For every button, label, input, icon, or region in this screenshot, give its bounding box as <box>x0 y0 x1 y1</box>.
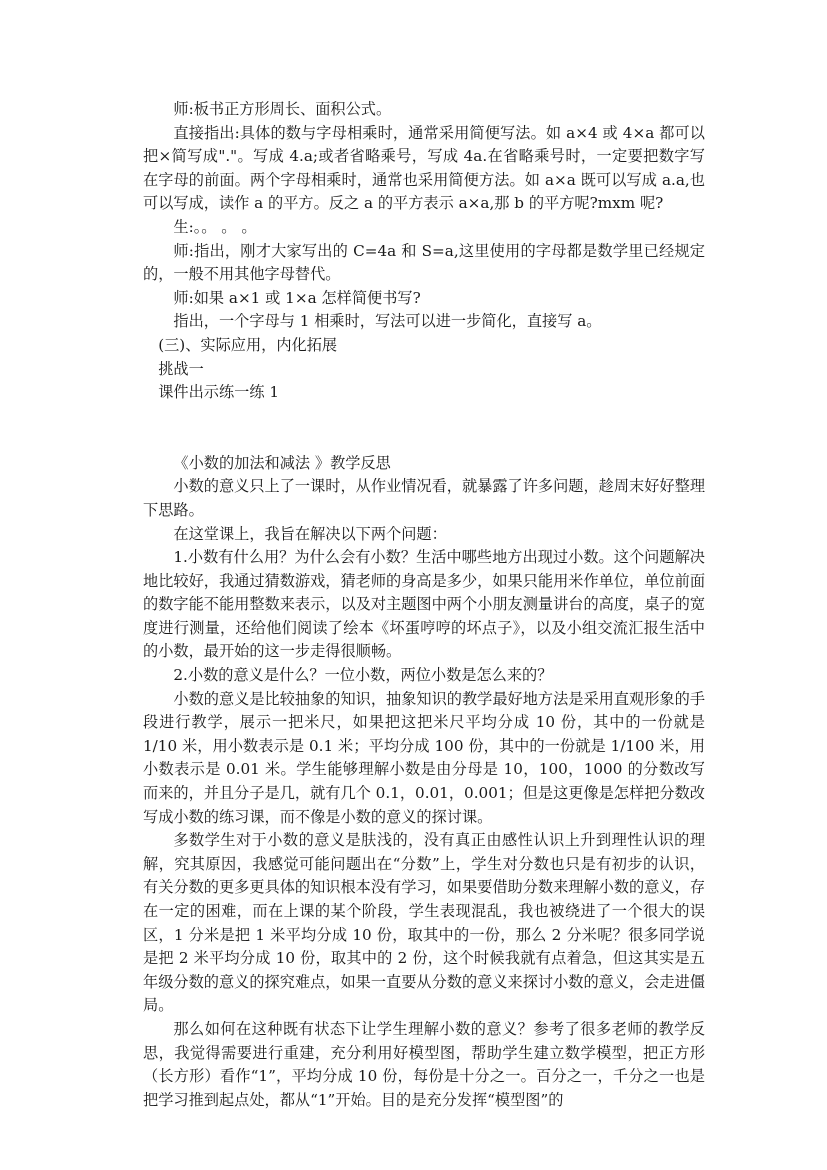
section-heading: (三)、实际应用，内化拓展 <box>158 335 338 354</box>
paragraph: 指出，一个字母与 1 相乘时，写法可以进一步简化，直接写 a。 <box>173 312 602 331</box>
paragraph: 师:如果 a×1 或 1×a 怎样简便书写? <box>173 288 421 307</box>
paragraph: 课件出示练一练 1 <box>158 383 279 402</box>
paragraph: 多数学生对于小数的意义是肤浅的，没有真正由感性认识上升到理性认识的理解，究其原因，我感觉可能问题出在“分数”上，学生对分数也只是有初步的认识，有关分数的更多更具体的知识根本没有学习，如果要借助分数来理解小数的意义，存在一定的困难，而在上课的某个阶段，学生表现混乱，我也被绕进了一个很大的误区，1 分米是把 1 米平均分成 10 份，取其中的一份，那么 2 分米呢？很多同学说是把 2 米平均分成 10 份，取其中的 2 份，这个时候我就有点着急，但这其实是五年级分数的意义的探究难点，如果一直要从分数的意义来探讨小数的意义，会走进僵局。 <box>143 831 705 1015</box>
document-body <box>143 98 705 1112</box>
paragraph: 小数的意义只上了一课时，从作业情况看，就暴露了许多问题，趁周末好好整理下思路。 <box>143 477 705 519</box>
paragraph: 生:。。 。 。 <box>173 217 257 236</box>
paragraph: 挑战一 <box>158 359 204 378</box>
paragraph: 师:指出，刚才大家写出的 C=4a 和 S=a,这里使用的字母都是数学里已经规定的，一般不用其他字母替代。 <box>143 241 705 284</box>
spacer <box>143 405 705 452</box>
paragraph: 在这堂课上，我旨在解决以下两个问题： <box>173 524 447 543</box>
document-title: 《小数的加法和减法 》教学反思 <box>173 453 391 472</box>
paragraph: 那么如何在这种既有状态下让学生理解小数的意义？参考了很多老师的教学反思，我觉得需要进行重建，充分利用好模型图，帮助学生建立数学模型，把正方形（长方形）看作“1”，平均分成 10 份，每份是十分之一。百分之一，千分之一也是把学习推到起点处，都从“1”开始。目的是充分发挥“模型图”的 <box>143 1019 705 1109</box>
paragraph: 直接指出:具体的数与字母相乘时，通常采用简便写法。如 a×4 或 4×a 都可以把×简写成"."。写成 4.a;或者省略乘号，写成 4a.在省略乘号时，一定要把数字写在字母的前面。两个字母相乘时，通常也采用简便方法。如 a×a 既可以写成 a.a,也可以写成，读作 a 的平方。反之 a 的平方表示 a×a,那 b 的平方呢?mxm 呢? <box>143 123 705 213</box>
paragraph: 2.小数的意义是什么？一位小数，两位小数是怎么来的？ <box>173 666 553 685</box>
paragraph: 1.小数有什么用？为什么会有小数？生活中哪些地方出现过小数。这个问题解决地比较好，我通过猜数游戏，猜老师的身高是多少，如果只能用米作单位，单位前面的数字能不能用整数来表示，以及对主题图中两个小朋友测量讲台的高度，桌子的宽度进行测量，还给他们阅读了绘本《坏蛋哼哼的坏点子》，以及小组交流汇报生活中的小数，最开始的这一步走得很顺畅。 <box>143 548 705 661</box>
paragraph: 小数的意义是比较抽象的知识，抽象知识的教学最好地方法是采用直观形象的手段进行教学，展示一把米尺，如果把这把米尺平均分成 10 份，其中的一份就是 1/10 米，用小数表示是 0.1 米；平均分成 100 份，其中的一份就是 1/100 米，用小数表示是 0.01 米。学生能够理解小数是由分母是 10，100，1000 的分数改写而来的，并且分子是几，就有几个 0.1，0.01，0.001；但是这更像是怎样把分数改写成小数的练习课，而不像是小数的意义的探讨课。 <box>143 689 705 826</box>
paragraph: 师:板书正方形周长、面积公式。 <box>173 100 392 118</box>
